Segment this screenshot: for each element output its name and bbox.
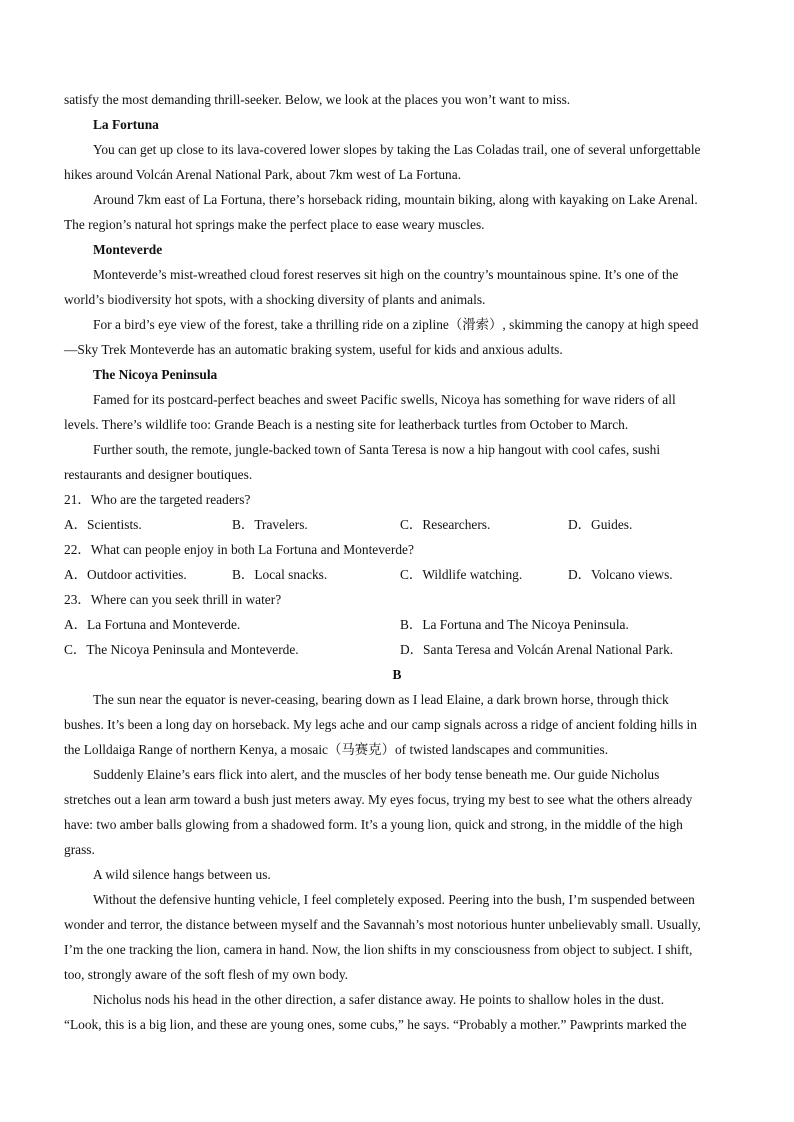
- paragraph-line: the Lolldaiga Range of northern Kenya, a mosaic（马赛克）of twisted landscapes and communities.: [64, 742, 609, 757]
- question-23-option-a[interactable]: A．La Fortuna and Monteverde.: [64, 617, 241, 632]
- paragraph-line: “Look, this is a big lion, and these are young ones, some cubs,” he says. “Probably a mother.” Pawprints marked the: [64, 1017, 687, 1032]
- question-21-stem: 21．Who are the targeted readers?: [64, 492, 251, 507]
- paragraph-line: Suddenly Elaine’s ears flick into alert, and the muscles of her body tense beneath me. Our guide Nicholus: [93, 767, 660, 782]
- paragraph-line: Without the defensive hunting vehicle, I feel completely exposed. Peering into the bush, I’m suspended between: [93, 892, 695, 907]
- paragraph-line: too, strongly aware of the soft flesh of my own body.: [64, 967, 349, 982]
- question-22-stem: 22．What can people enjoy in both La Fortuna and Monteverde?: [64, 542, 414, 557]
- paragraph-line: hikes around Volcán Arenal National Park, about 7km west of La Fortuna.: [64, 167, 462, 182]
- question-23-option-d[interactable]: D．Santa Teresa and Volcán Arenal National Park.: [400, 642, 674, 657]
- paragraph-line: I’m the one tracking the lion, camera in hand. Now, the lion shifts in my consciousness from object to subject. I shift,: [64, 942, 693, 957]
- paragraph-line: wonder and terror, the distance between myself and the Savannah’s most notorious hunter unbelievably small. Usually,: [64, 917, 701, 932]
- paragraph-line: —Sky Trek Monteverde has an automatic braking system, useful for kids and anxious adults.: [64, 342, 563, 357]
- paragraph-line: have: two amber balls glowing from a shadowed form. It’s a young lion, quick and strong, in the middle of the high: [64, 817, 683, 832]
- paragraph-line: Nicholus nods his head in the other direction, a safer distance away. He points to shallow holes in the dust.: [93, 992, 665, 1007]
- paragraph-line: world’s biodiversity hot spots, with a shocking diversity of plants and animals.: [64, 292, 486, 307]
- question-23-stem: 23．Where can you seek thrill in water?: [64, 592, 282, 607]
- question-21-option-d[interactable]: D．Guides.: [568, 517, 633, 532]
- paragraph-line: restaurants and designer boutiques.: [64, 467, 253, 482]
- section-heading-monteverde: Monteverde: [93, 242, 163, 257]
- paragraph-line: For a bird’s eye view of the forest, take a thrilling ride on a zipline（滑索）, skimming the canopy at high speed: [93, 317, 699, 332]
- question-23-option-b[interactable]: B．La Fortuna and The Nicoya Peninsula.: [400, 617, 629, 632]
- paragraph-line: Famed for its postcard-perfect beaches and sweet Pacific swells, Nicoya has something for wave riders of all: [93, 392, 676, 407]
- paragraph-line: stretches out a lean arm toward a bush just meters away. My eyes focus, trying my best to see what the others already: [64, 792, 693, 807]
- paragraph-line: Monteverde’s mist-wreathed cloud forest reserves sit high on the country’s mountainous spine. It’s one of the: [93, 267, 679, 282]
- paragraph-line: Around 7km east of La Fortuna, there’s horseback riding, mountain biking, along with kayaking on Lake Arenal.: [93, 192, 698, 207]
- paragraph-line: Further south, the remote, jungle-backed town of Santa Teresa is now a hip hangout with cool cafes, sushi: [93, 442, 661, 457]
- paragraph-line: bushes. It’s been a long day on horseback. My legs ache and our camp signals across a ridge of ancient folding hills in: [64, 717, 697, 732]
- paragraph-line: A wild silence hangs between us.: [93, 867, 271, 882]
- question-21-option-b[interactable]: B．Travelers.: [232, 517, 308, 532]
- section-heading-la-fortuna: La Fortuna: [93, 117, 159, 132]
- paragraph-line: levels. There’s wildlife too: Grande Beach is a nesting site for leatherback turtles from October to March.: [64, 417, 629, 432]
- question-22-option-a[interactable]: A．Outdoor activities.: [64, 567, 187, 582]
- question-22-option-b[interactable]: B．Local snacks.: [232, 567, 328, 582]
- question-23-option-c[interactable]: C．The Nicoya Peninsula and Monteverde.: [64, 642, 299, 657]
- passage-b-label: B: [392, 667, 402, 682]
- section-heading-nicoya: The Nicoya Peninsula: [93, 367, 218, 382]
- question-21-option-c[interactable]: C．Researchers.: [400, 517, 491, 532]
- question-22-option-c[interactable]: C．Wildlife watching.: [400, 567, 523, 582]
- question-22-option-d[interactable]: D．Volcano views.: [568, 567, 673, 582]
- question-21-option-a[interactable]: A．Scientists.: [64, 517, 142, 532]
- paragraph-line: The sun near the equator is never-ceasing, bearing down as I lead Elaine, a dark brown horse, through thick: [93, 692, 669, 707]
- passage-a-intro-tail: satisfy the most demanding thrill-seeker. Below, we look at the places you won’t want to miss.: [64, 92, 571, 107]
- paragraph-line: The region’s natural hot springs make the perfect place to ease weary muscles.: [64, 217, 485, 232]
- paragraph-line: grass.: [64, 842, 95, 857]
- paragraph-line: You can get up close to its lava-covered lower slopes by taking the Las Coladas trail, one of several unforgettable: [93, 142, 701, 157]
